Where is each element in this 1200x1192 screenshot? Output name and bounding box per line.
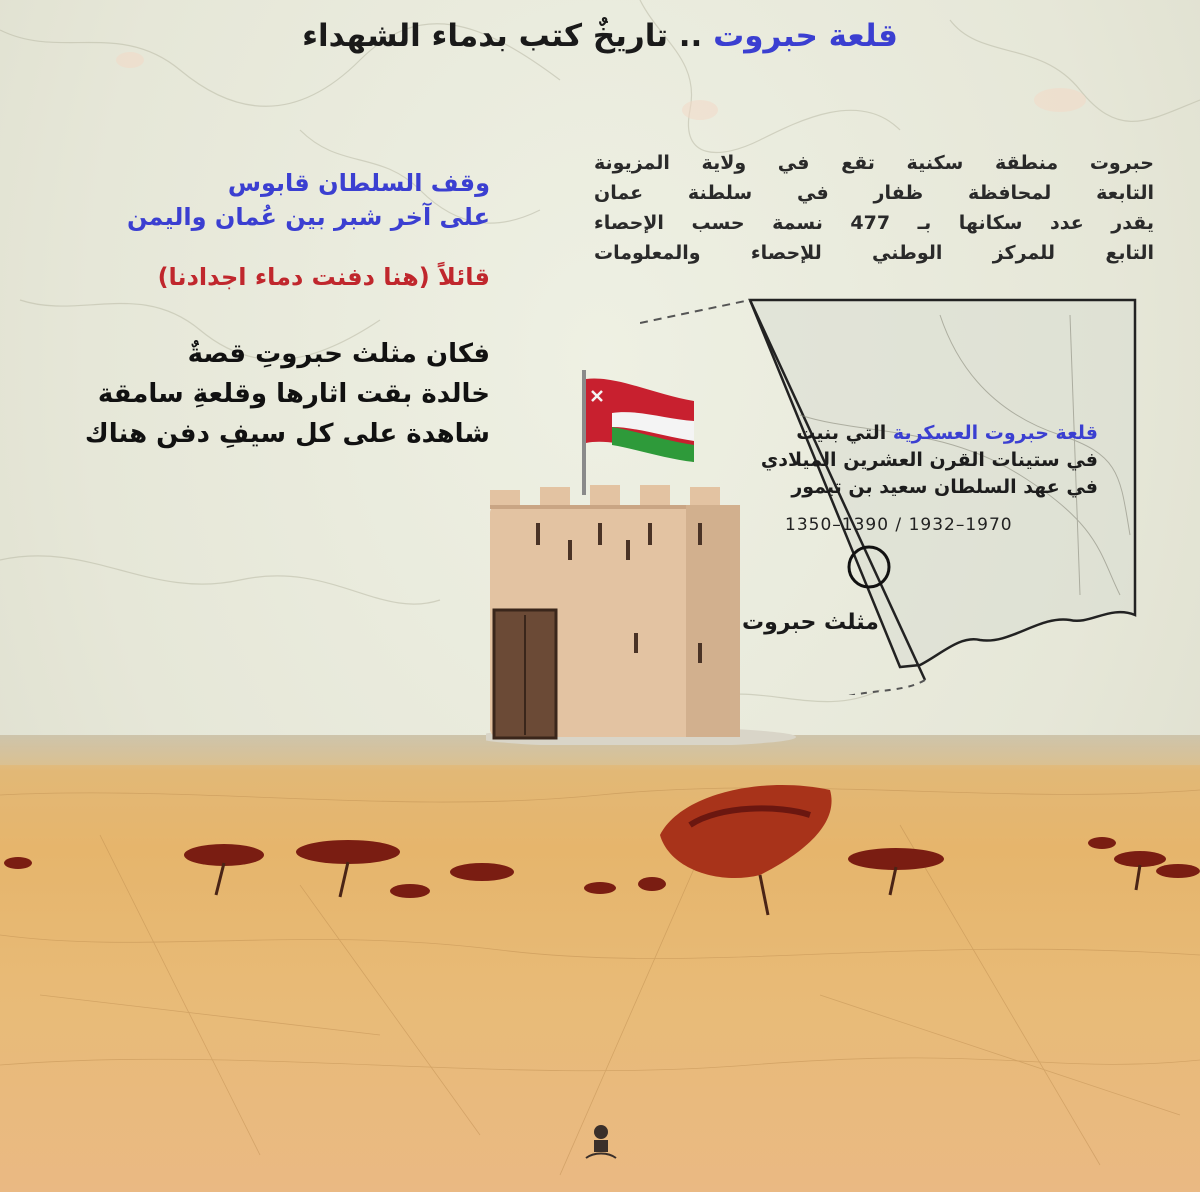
acacia-trees [4,785,1200,915]
fort-line-3: في عهد السلطان سعيد بن تيمور [791,476,1098,498]
story-line: خالدة بقت اثارها وقلعةِ سامقة [97,379,490,409]
info-line: التابعة لمحافظة ظفار في سلطنة عمان [594,182,1154,204]
story-line: شاهدة على كل سيفِ دفن هناك [84,419,490,449]
page-title [0,18,1200,54]
title-rest: .. تاريخٌ كتب بدماء الشهداء [302,18,714,54]
sultan-line-2: على آخر شبر بين عُمان واليمن [126,203,490,231]
fort-line-2: في ستينات القرن العشرين الميلادي [760,449,1098,471]
story-line: فكان مثلث حبروتِ قصةٌ [187,339,490,369]
fort-title-rest: التي بنيت [796,422,893,444]
triangle-label: مثلث حبروت [742,610,879,635]
info-line: حبروت منطقة سكنية تقع في ولاية المزيونة [594,152,1154,174]
quote-line: قائلاً (هنا دفنت دماء اجدادنا) [157,263,490,291]
fort-title-highlight: قلعة حبروت العسكرية [892,422,1098,444]
signature-portrait-icon [584,1120,618,1162]
info-paragraph [594,148,1154,268]
sultan-line-1: وقف السلطان قابوس [227,169,490,197]
hibrout-fort-tower [486,365,796,745]
left-text-block [40,166,490,454]
years-label: 1350–1390 / 1932–1970 [785,515,1013,535]
title-highlight: قلعة حبروت [713,18,898,54]
oman-flag-icon [586,378,694,462]
story-text [40,334,490,454]
info-line: التابع للمركز الوطني للإحصاء والمعلومات [594,242,1154,264]
info-line: يقدر عدد سكانها بـ 477 نسمة حسب الإحصاء [594,212,1154,234]
